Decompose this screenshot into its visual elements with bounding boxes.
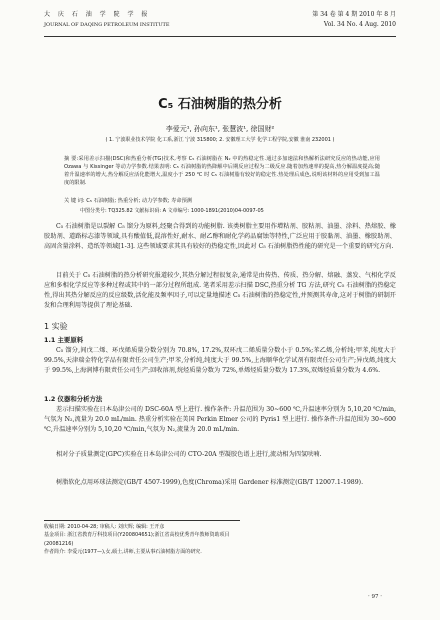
dsc-paragraph xyxy=(44,405,396,435)
footnote-author-bio: 作者简介: 李爱元(1977—),女,硕士,讲师,主要从事石油树脂方面的研究. xyxy=(44,549,202,556)
gpc-text: 相对分子质量测定(GPC)实验在日本岛津公司的 CTO-20A 型凝胶色谱上进行,流动相为四氢呋喃. xyxy=(56,451,322,458)
author-list: 李爱元¹, 孙向东¹, 张慧波¹, 徐国财² xyxy=(165,125,275,133)
paper-title: C₅ 石油树脂的热分析 xyxy=(158,97,282,112)
footnote-funding: 基金项目: 浙江省教育厅科技项目(Y200804651);浙江省高校优秀青年教师资助项目(20081216) xyxy=(44,532,230,547)
keywords: 关 键 词: C₅ 石油树脂; 热重分析; 动力学参数; 寿命预测 xyxy=(64,198,192,204)
journal-name-en: JOURNAL OF DAQING PETROLEUM INSTITUTE xyxy=(44,22,170,28)
intro-paragraph-1-text: C₅ 石油树脂是以裂解 C₅ 馏分为原料,经聚合得到的功能树脂. 该类树脂主要用作增粘剂、胶粘剂、油墨、涂料、热熔胶、橡胶助剂、道路标志漆等领域,具有酸值低,混溶性好,耐水、耐乙醇和耐化学药品腐蚀等特性,广泛应用于胶黏剂、油墨、橡胶助剂、高固含量涂料、造纸等领域[1-3]. 这些领域要求其具有较好的热稳定性,因此对 C₅ 石油树脂热性能的研究是一个重要的研究方向. xyxy=(44,223,396,250)
section-heading-experiment: 1 实验 xyxy=(44,322,68,331)
materials-text: C₅ 馏分,间戊二烯、环戊烯质量分数分别为 70.8%, 17.2%,双环戊二烯质量分数小于 0.5%;苯乙烯,分析纯;甲苯,纯度大于 99.5%,天津瑞金特化学品有限责任公司生产;甲苯,分析纯,纯度大于 99.5%,上海顺华化学试剂有限责任公司生产;异戊烯,纯度大于 99.5%,上海润博有限责任公司生产;回收溶剂,烷烃质量分数为 72%,单烯烃质量分数为 17.3%,双烯烃质量分数为 4.6%. xyxy=(44,347,396,374)
subsection-heading-materials: 1.1 主要原料 xyxy=(44,336,84,344)
volume-issue-cn: 第 34 卷 第 4 期 2010 年 8 月 xyxy=(312,11,396,18)
dsc-text: 差示扫描实验在日本岛津公司的 DSC-60A 型上进行. 操作条件: 升温范围为 30~600 ℃,升温速率分别为 5,10,20 ℃/min,气氛为 N₂,流量为 20.0 mL/min. 热重分析实验在美国 Perkin Elmer 公司的 Pyris1 型上进行. 操作条件:升温范围为 30~600 ℃,升温速率分别为 5,10,20 ℃/min,气氛为 N₂,流量为 20.0 mL/min. xyxy=(44,406,396,433)
subsection-heading-methods: 1.2 仪器和分析方法 xyxy=(44,395,103,403)
footnote-received: 收稿日期: 2010-04-28; 审稿人: 刘庆辉; 编辑: 王开彦 xyxy=(44,524,165,530)
intro-paragraph-2-text: 目前关于 C₅ 石油树脂的热分析研究报道较少,其热分解过程很复杂,通常是由传热、传质、热分解、熔融、蒸发、气相化学反应和多相化学反应等多种过程或其中的一部分过程所组成. 笔者采用差示扫描 DSC,热重分析 TG 方法,研究 C₅ 石油树脂的热稳定性,得出其热分解反应的反应级数,活化能及频率因子,可以定量地描述 C₅ 石油树脂的热稳定性,并预测其寿命,这对于树脂的研制开发和合理利用等提供了理论基础. xyxy=(44,272,396,309)
materials-paragraph xyxy=(44,346,396,376)
footnotes xyxy=(44,520,240,557)
gpc-paragraph xyxy=(44,450,396,460)
softening-paragraph xyxy=(44,478,396,488)
running-header xyxy=(44,10,396,37)
softening-text: 树脂软化点用环球法测定(GB/T 4507-1999),色度(Chroma)采用 Gardener 标准测定(GB/T 12007.1-1989). xyxy=(56,479,364,486)
intro-paragraph-2 xyxy=(44,271,396,311)
classification-line: 中图分类号: TQ325.82 文献标识码: A 文章编号: 1000-1891(2010)04-0097-05 xyxy=(80,208,264,214)
journal-name-cn: 大 庆 石 油 学 院 学 报 xyxy=(44,11,151,18)
intro-paragraph-1 xyxy=(44,222,396,252)
volume-issue-en: Vol. 34 No. 4 Aug. 2010 xyxy=(323,21,396,28)
page-number: · 97 · xyxy=(368,594,382,600)
abstract: 摘 要:采用差示扫描(DSC)和热重分析(TG)技术,考察 C₅ 石油树脂在 N₂ 中的热稳定性.通过多加速法和热解析法研究反应的热动能,应用 Ozawa 与 Kissinger 等动力学参数.结果表明: C₅ 石油树脂的热降解中后期反应过程为二级反应.随着加热速率的提高,热分解温度提高;随着升温速率的增大,热分解反应活化能增大,温度小于 250 ℃ 时 C₅ 石油树脂有较好的稳定性.热处理后成色,说明该材料的应用受到加工温度的限制. xyxy=(64,156,380,186)
affiliations: ( 1. 宁波职业技术学院 化工系,浙江 宁波 315800; 2. 安徽理工大学 化学工程学院,安徽 淮南 232001 ) xyxy=(105,137,335,143)
